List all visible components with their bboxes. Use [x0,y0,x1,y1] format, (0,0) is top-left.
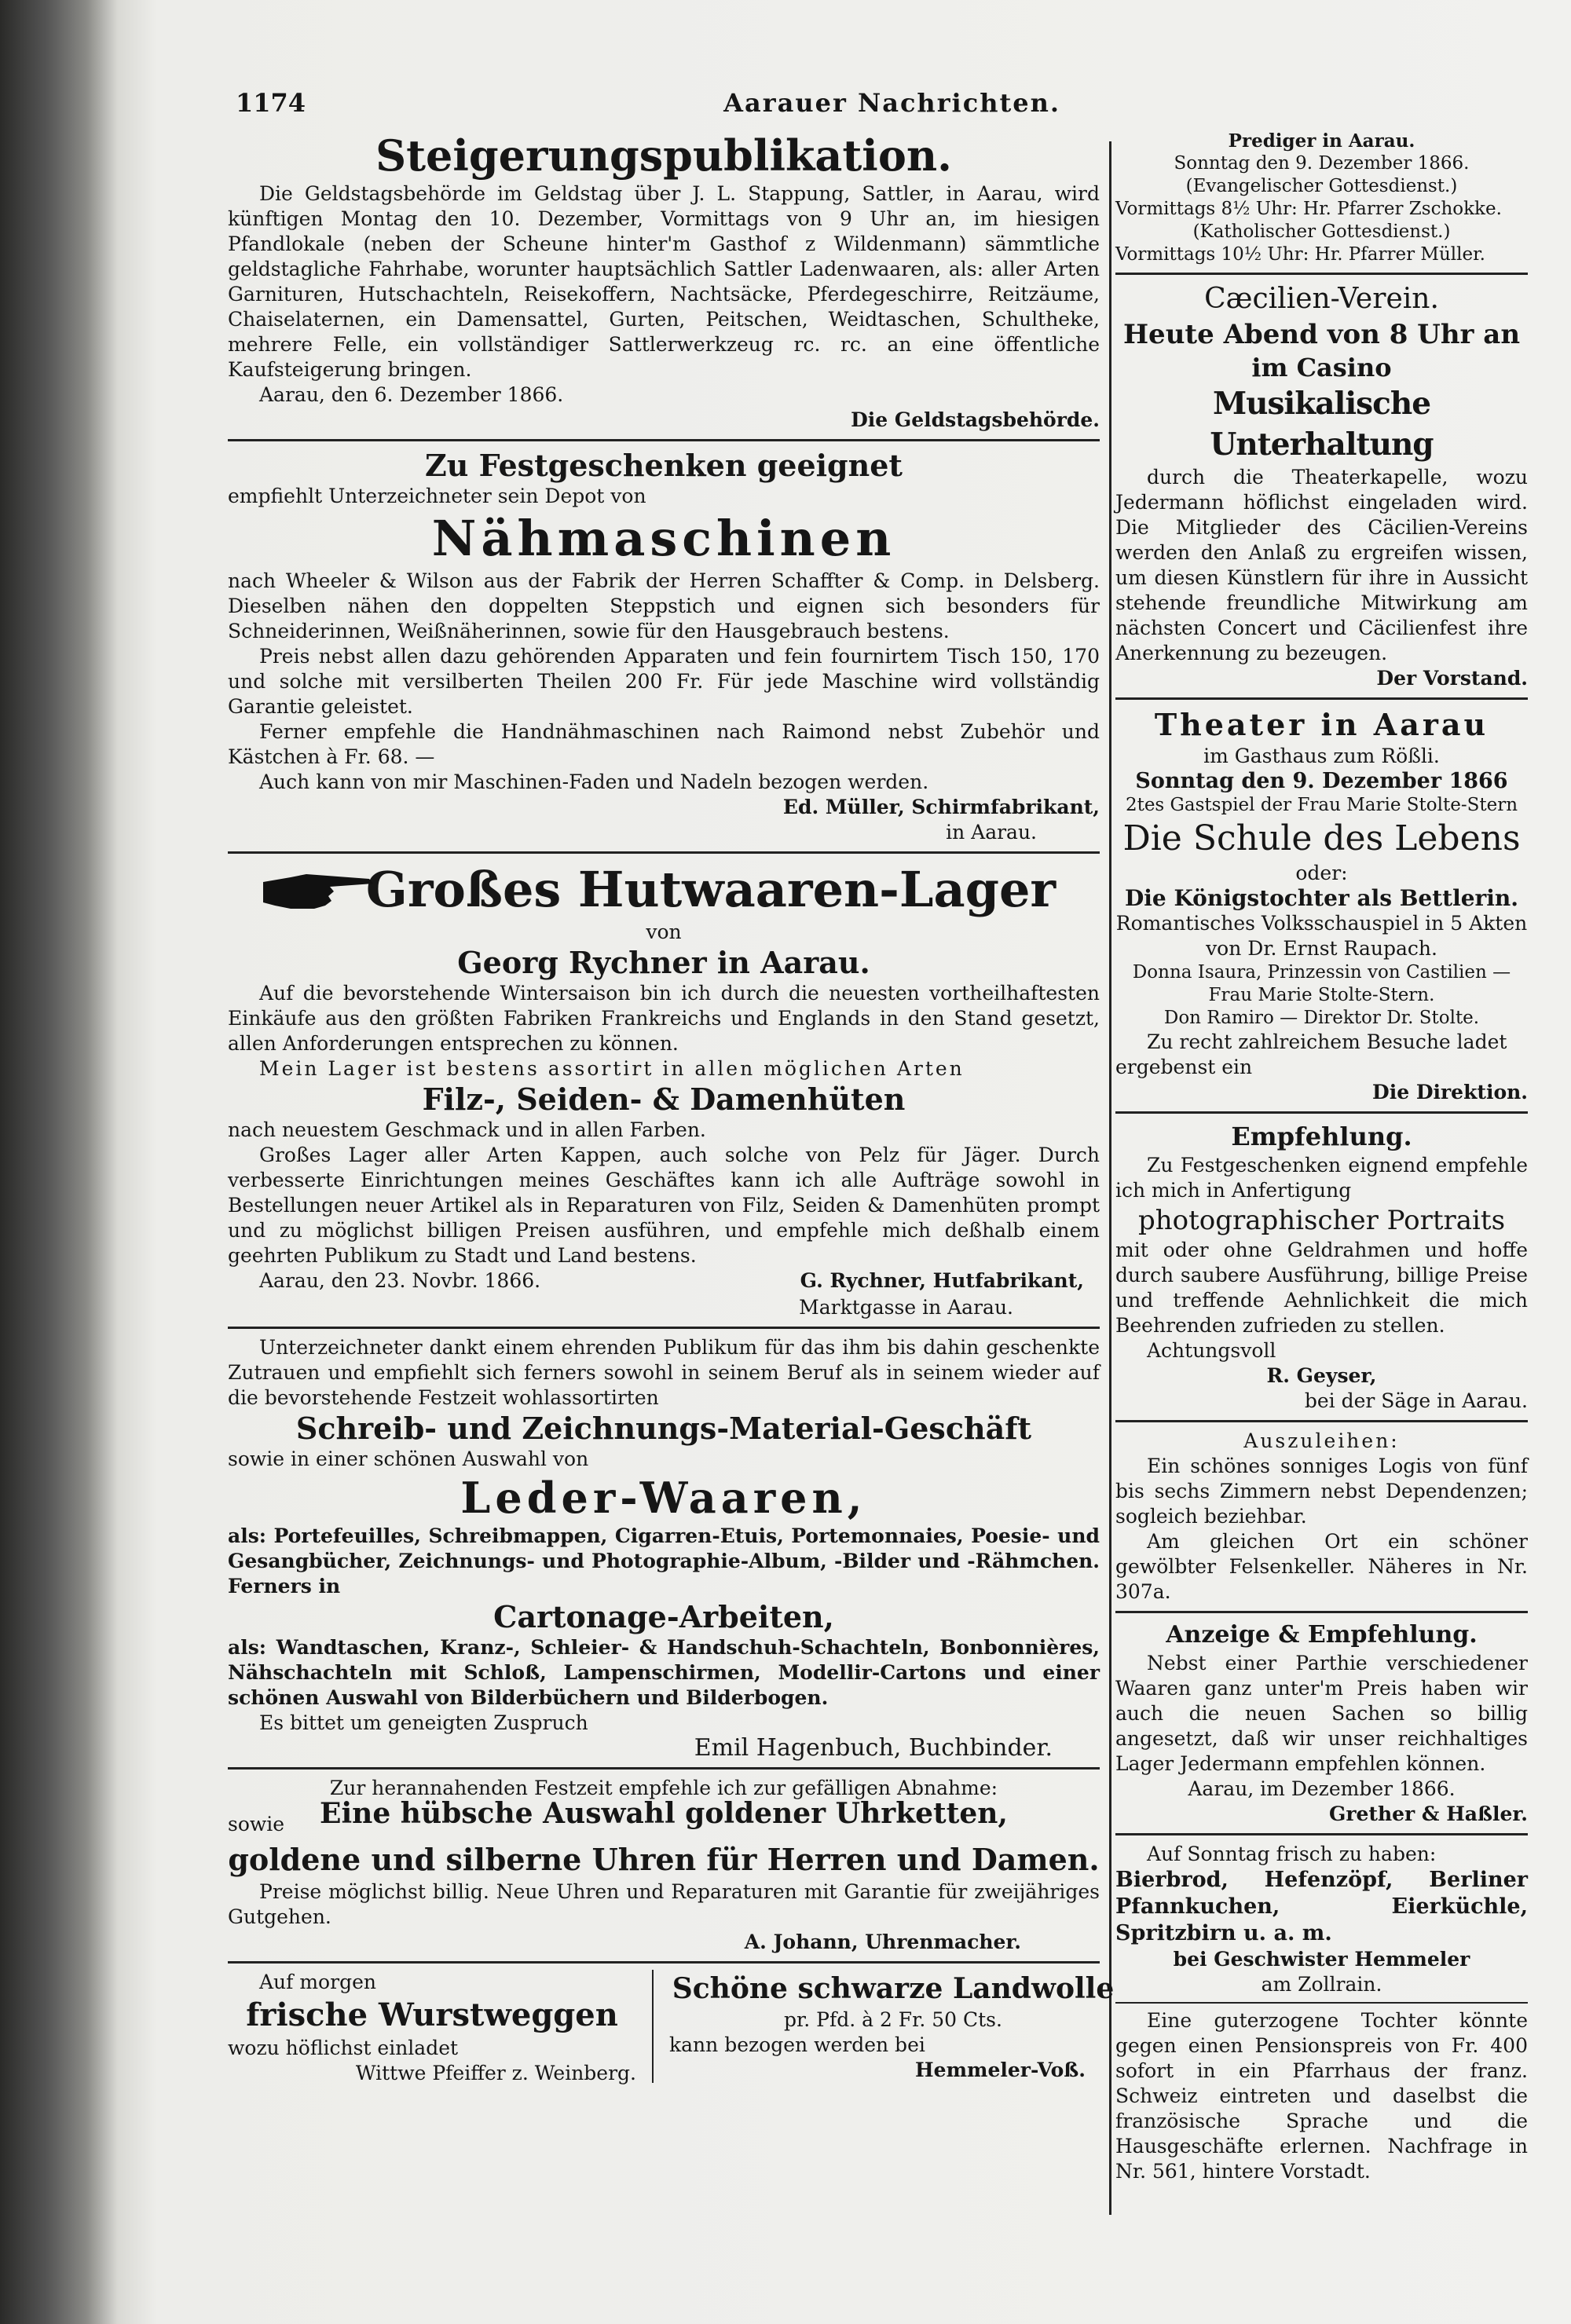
page-number: 1174 [236,88,306,118]
hutwaaren-text-4: Großes Lager aller Arten Kappen, auch solche von Pelz für Jäger. Durch verbesserte Einrichtungen meines Geschäftes kann ich alle Aufträge sowohl in Bestellungen neuer Artikel als in Reparaturen von Filz, Seiden & Damenhüten prompt und zu möglichst billigen Preisen ausführen, und empfehle mich deßhalb einem geehrten Publikum zu Stadt und Land bestens. [228,1144,1100,1267]
pfeiffer-text-2: wozu höflichst einladet [228,2037,459,2059]
naehmaschinen-intro: empfiehlt Unterzeichneter sein Depot von [228,485,646,507]
naehmaschinen-intro-title: Zu Festgeschenken geeignet [425,448,903,483]
ad-prediger [1115,130,1528,266]
hutwaaren-name: Georg Rychner in Aarau. [457,945,870,980]
logis-title: Auszuleihen: [1243,1429,1400,1452]
johann-line-1: Eine hübsche Auswahl goldener Uhrketten, [320,1797,1008,1830]
ad-theater [1115,706,1528,1105]
divider [1115,273,1528,275]
grether-signature: Grether & Haßler. [1328,1802,1528,1825]
hutwaaren-title: Großes Hutwaaren-Lager [365,861,1056,918]
theater-line-5: Donna Isaura, Prinzessin von Castilien — Frau Marie Stolte-Stern. [1132,962,1511,1005]
ad-johann [228,1776,1100,1955]
landwolle-text-1: pr. Pfd. à 2 Fr. 50 Cts. [784,2008,1002,2031]
ad-landwolle [652,1970,1117,2083]
naehmaschinen-text-3: Ferner empfehle die Handnähmaschinen nach Raimond nebst Zubehör und Kästchen à Fr. 68. — [228,720,1100,768]
caecilien-line-1: Heute Abend von 8 Uhr an [1122,319,1521,350]
divider [1115,1833,1528,1835]
johann-line-2: goldene und silberne Uhren für Herren und Damen. [228,1842,1100,1877]
landwolle-title: Schöne schwarze Landwolle [672,1972,1115,2005]
landwolle-signature: Hemmeler-Voß. [915,2059,1086,2081]
hagenbuch-text-4: als: Wandtaschen, Kranz-, Schleier- & Handschuh-Schachteln, Bonbonnières, Nähschachteln mit Schloß, Lampenschirmen, Modellir-Cartons und einer schönen Auswahl von Bilderbüchern und Bilderbogen. [228,1636,1100,1709]
logis-text-2: Am gleichen Ort ein schöner gewölbter Felsenkeller. Näheres in Nr. 307a. [1115,1530,1528,1603]
ad-steigerung [228,130,1100,433]
hutwaaren-place: Marktgasse in Aarau. [799,1296,1013,1319]
caecilien-signature: Der Vorstand. [1376,667,1528,690]
naehmaschinen-signature: Ed. Müller, Schirmfabrikant, [782,796,1100,818]
caecilien-line-2: im Casino [1251,353,1392,382]
hagenbuch-cartonage: Cartonage-Arbeiten, [493,1599,834,1634]
hemmeler-text-3: bei Geschwister Hemmeler [1173,1948,1470,1971]
left-column [228,130,1115,2219]
landwolle-text-2: kann bezogen werden bei [669,2033,925,2056]
logis-text-1: Ein schönes sonniges Logis von fünf bis sechs Zimmern nebst Dependenzen; sogleich beziehbar. [1115,1455,1528,1528]
hemmeler-text-1: Auf Sonntag frisch zu haben: [1147,1843,1437,1865]
divider [228,1327,1100,1329]
hagenbuch-leder: Leder-Waaren, [460,1473,867,1523]
johann-text-1: Zur herannahenden Festzeit empfehle ich zur gefälligen Abnahme: [329,1777,998,1799]
divider [228,439,1100,441]
hutwaaren-sub: Filz-, Seiden- & Damenhüten [422,1081,906,1117]
hutwaaren-date: Aarau, den 23. Novbr. 1866. [259,1269,541,1292]
divider [1115,1111,1528,1114]
divider [228,851,1100,854]
steigerung-title: Steigerungspublikation. [375,130,952,181]
johann-text-2: Preise möglichst billig. Neue Uhren und Reparaturen mit Garantie für zweijähriges Gutgehen. [228,1880,1100,1928]
hutwaaren-text-3: nach neuestem Geschmack und in allen Farben. [228,1118,706,1141]
hutwaaren-signature: G. Rychner, Hutfabrikant, [800,1269,1084,1292]
steigerung-body: Die Geldstagsbehörde im Geldstag über J. L. Stappung, Sattler, in Aarau, wird künftigen Montag den 10. Dezember, Vormittags von 9 Uhr an, im hiesigen Pfandlokale (neben der Scheune hinter'm Gasthof z Wildenmann) sämmtliche geldstagliche Fahrhabe, worunter hauptsächlich Sattler Ladenwaaren, als: aller Arten Garnituren, Hutschachteln, Reisekoffern, Nachtsäcke, Pferdegeschirre, Reitzäume, Chaiselaternen, ein Damensattel, Gurten, Peitschen, Weidtaschen, Schultheke, mehrere Felle, ein vollständiger Sattlerwerkzeug rc. rc. an eine öffentliche Kaufsteigerung bringen. [228,182,1100,381]
hagenbuch-text-3: als: Portefeuilles, Schreibmappen, Cigarren-Etuis, Portemonnaies, Poesie- und Gesangbücher, Zeichnungs- und Photographie-Album, -Bilder und -Rähmchen. Ferners in [228,1524,1100,1598]
johann-sowie: sowie [228,1813,285,1835]
theater-line-7: Zu recht zahlreichem Besuche ladet ergebenst ein [1115,1030,1507,1078]
page-header [236,88,1060,127]
ad-logis [1115,1429,1528,1605]
ad-grether [1115,1619,1528,1827]
prediger-title: Prediger in Aarau. [1228,130,1415,152]
theater-title: Theater in Aarau [1154,707,1489,742]
theater-play: Die Schule des Lebens [1122,818,1521,858]
theater-oder: oder: [1295,862,1348,884]
bottom-row [228,1970,1115,2143]
ad-pfeiffer [228,1970,636,2086]
hemmeler-place: am Zollrain. [1261,1973,1382,1996]
divider [1115,1420,1528,1422]
hagenbuch-text-2: sowie in einer schönen Auswahl von [228,1447,589,1470]
hutwaaren-text-2: Mein Lager ist bestens assortirt in allen möglichen Arten [259,1057,965,1080]
column-divider [1109,141,1111,2215]
theater-line-3: 2tes Gastspiel der Frau Marie Stolte-Stern [1125,795,1518,815]
steigerung-date: Aarau, den 6. Dezember 1866. [259,383,564,406]
theater-line-2: Sonntag den 9. Dezember 1866 [1135,769,1508,793]
pointing-hand-icon [259,868,377,915]
hagenbuch-text-5: Es bittet um geneigten Zuspruch [259,1711,588,1734]
theater-sub: Die Königstochter als Bettlerin. [1124,885,1519,911]
hutwaaren-text-1: Auf die bevorstehende Wintersaison bin ich durch die neuesten vortheilhaftesten Einkäufe aus den größten Fabriken Frankreichs und Englands in den Stand gesetzt, allen Anforderungen entsprechen zu können. [228,982,1100,1055]
newspaper-title: Aarauer Nachrichten. [723,88,1060,118]
prediger-line-2: (Evangelischer Gottesdienst.) [1185,176,1458,196]
divider [1115,1611,1528,1613]
caecilien-line-3: Musikalische Unterhaltung [1210,386,1434,463]
hemmeler-text-2: Bierbrod, Hefenzöpf, Berliner Pfannkuchen, Eierküchle, Spritzbirn u. a. m. [1115,1868,1528,1945]
pfeiffer-title: frische Wurstweggen [246,1996,618,2033]
ad-hemmeler [1115,1842,1528,1997]
hagenbuch-title: Schreib- und Zeichnungs-Material-Geschäft [295,1411,1032,1446]
geyser-place: bei der Säge in Aarau. [1304,1389,1528,1412]
naehmaschinen-title: Nähmaschinen [431,510,896,567]
prediger-line-1: Sonntag den 9. Dezember 1866. [1174,153,1470,174]
prediger-line-5: Vormittags 10½ Uhr: Hr. Pfarrer Müller. [1115,244,1485,265]
ad-caecilien [1115,281,1528,691]
steigerung-signature: Die Geldstagsbehörde. [851,408,1100,431]
ad-naehmaschinen [228,448,1100,845]
tochter-text: Eine guterzogene Tochter könnte gegen einen Pensionspreis von Fr. 400 sofort in ein Pfarrhaus der franz. Schweiz eintreten und daselbst die französische Sprache und die Hausgeschäfte erlernen. Nachfrage in Nr. 561, hintere Vorstadt. [1115,2009,1528,2183]
grether-title: Anzeige & Empfehlung. [1166,1621,1478,1649]
theater-signature: Die Direktion. [1372,1081,1528,1103]
grether-text: Nebst einer Parthie verschiedener Waaren ganz unter'm Preis haben wir auch die neuen Sachen so billig angesetzt, daß wir unser reichhaltiges Lager Jedermann empfehlen können. [1115,1652,1528,1775]
geyser-text-1: Zu Festgeschenken eignend empfehle ich mich in Anfertigung [1115,1154,1528,1202]
geyser-sub: photographischer Portraits [1137,1205,1506,1236]
pfeiffer-signature: Wittwe Pfeiffer z. Weinberg. [355,2062,636,2084]
divider [1115,2002,1528,2004]
divider [228,1767,1100,1770]
geyser-text-3: Achtungsvoll [1147,1339,1276,1362]
geyser-signature: R. Geyser, [1266,1364,1377,1387]
hagenbuch-signature: Emil Hagenbuch, Buchbinder. [694,1734,1053,1762]
grether-date: Aarau, im Dezember 1866. [1188,1777,1456,1800]
johann-signature: A. Johann, Uhrenmacher. [744,1931,1021,1953]
geyser-text-2: mit oder ohne Geldrahmen und hoffe durch saubere Ausführung, billige Preise und treffende Aehnlichkeit die mich Beehrenden zufrieden zu stellen. [1115,1239,1528,1337]
geyser-title: Empfehlung. [1231,1122,1412,1151]
pfeiffer-text-1: Auf morgen [259,1971,376,1993]
theater-line-6: Don Ramiro — Direktor Dr. Stolte. [1163,1008,1480,1028]
caecilien-text: durch die Theaterkapelle, wozu Jedermann höflichst eingeladen wird. Die Mitglieder des Cäcilien-Vereins werden den Anlaß zu ergreifen wissen, um diesen Künstlern für ihre in Aussicht stehende freundliche Mitwirkung am nächsten Concert und Cäcilienfest ihre Anerkennung zu bezeugen. [1115,466,1528,664]
theater-line-1: im Gasthaus zum Rößli. [1203,745,1440,767]
naehmaschinen-text-4: Auch kann von mir Maschinen-Faden und Nadeln bezogen werden. [259,770,929,793]
prediger-line-3: Vormittags 8½ Uhr: Hr. Pfarrer Zschokke. [1115,199,1502,219]
naehmaschinen-text-1: nach Wheeler & Wilson aus der Fabrik der Herren Schaffter & Comp. in Delsberg. Dieselben nähen den doppelten Steppstich und eignen sich besonders für Schneiderinnen, Weißnäherinnen, sowie für den Hausgebrauch bestens. [228,569,1100,642]
ad-tochter [1115,2008,1528,2184]
hagenbuch-text-1: Unterzeichneter dankt einem ehrenden Publikum für das ihm bis dahin geschenkte Zutrauen und empfiehlt sich ferners sowohl in seinem Beruf als in seinem wieder auf die bevorstehende Festzeit wohlassortirten [228,1336,1100,1409]
ad-geyser [1115,1120,1528,1414]
hutwaaren-von: von [646,920,682,943]
naehmaschinen-place: in Aarau. [946,821,1037,844]
ad-hutwaaren [228,860,1100,1320]
divider [1115,697,1528,700]
naehmaschinen-text-2: Preis nebst allen dazu gehörenden Apparaten und fein fournirtem Tisch 150, 170 und solche mit versilberten Theilen 200 Fr. Für jede Maschine wird vollständig Garantie geleistet. [228,645,1100,718]
divider [228,1961,1100,1964]
theater-line-4: Romantisches Volksschauspiel in 5 Akten von Dr. Ernst Raupach. [1115,912,1528,960]
caecilien-title: Cæcilien-Verein. [1204,283,1439,315]
prediger-line-4: (Katholischer Gottesdienst.) [1192,221,1451,242]
ad-hagenbuch [228,1335,1100,1761]
right-column [1115,130,1528,2219]
